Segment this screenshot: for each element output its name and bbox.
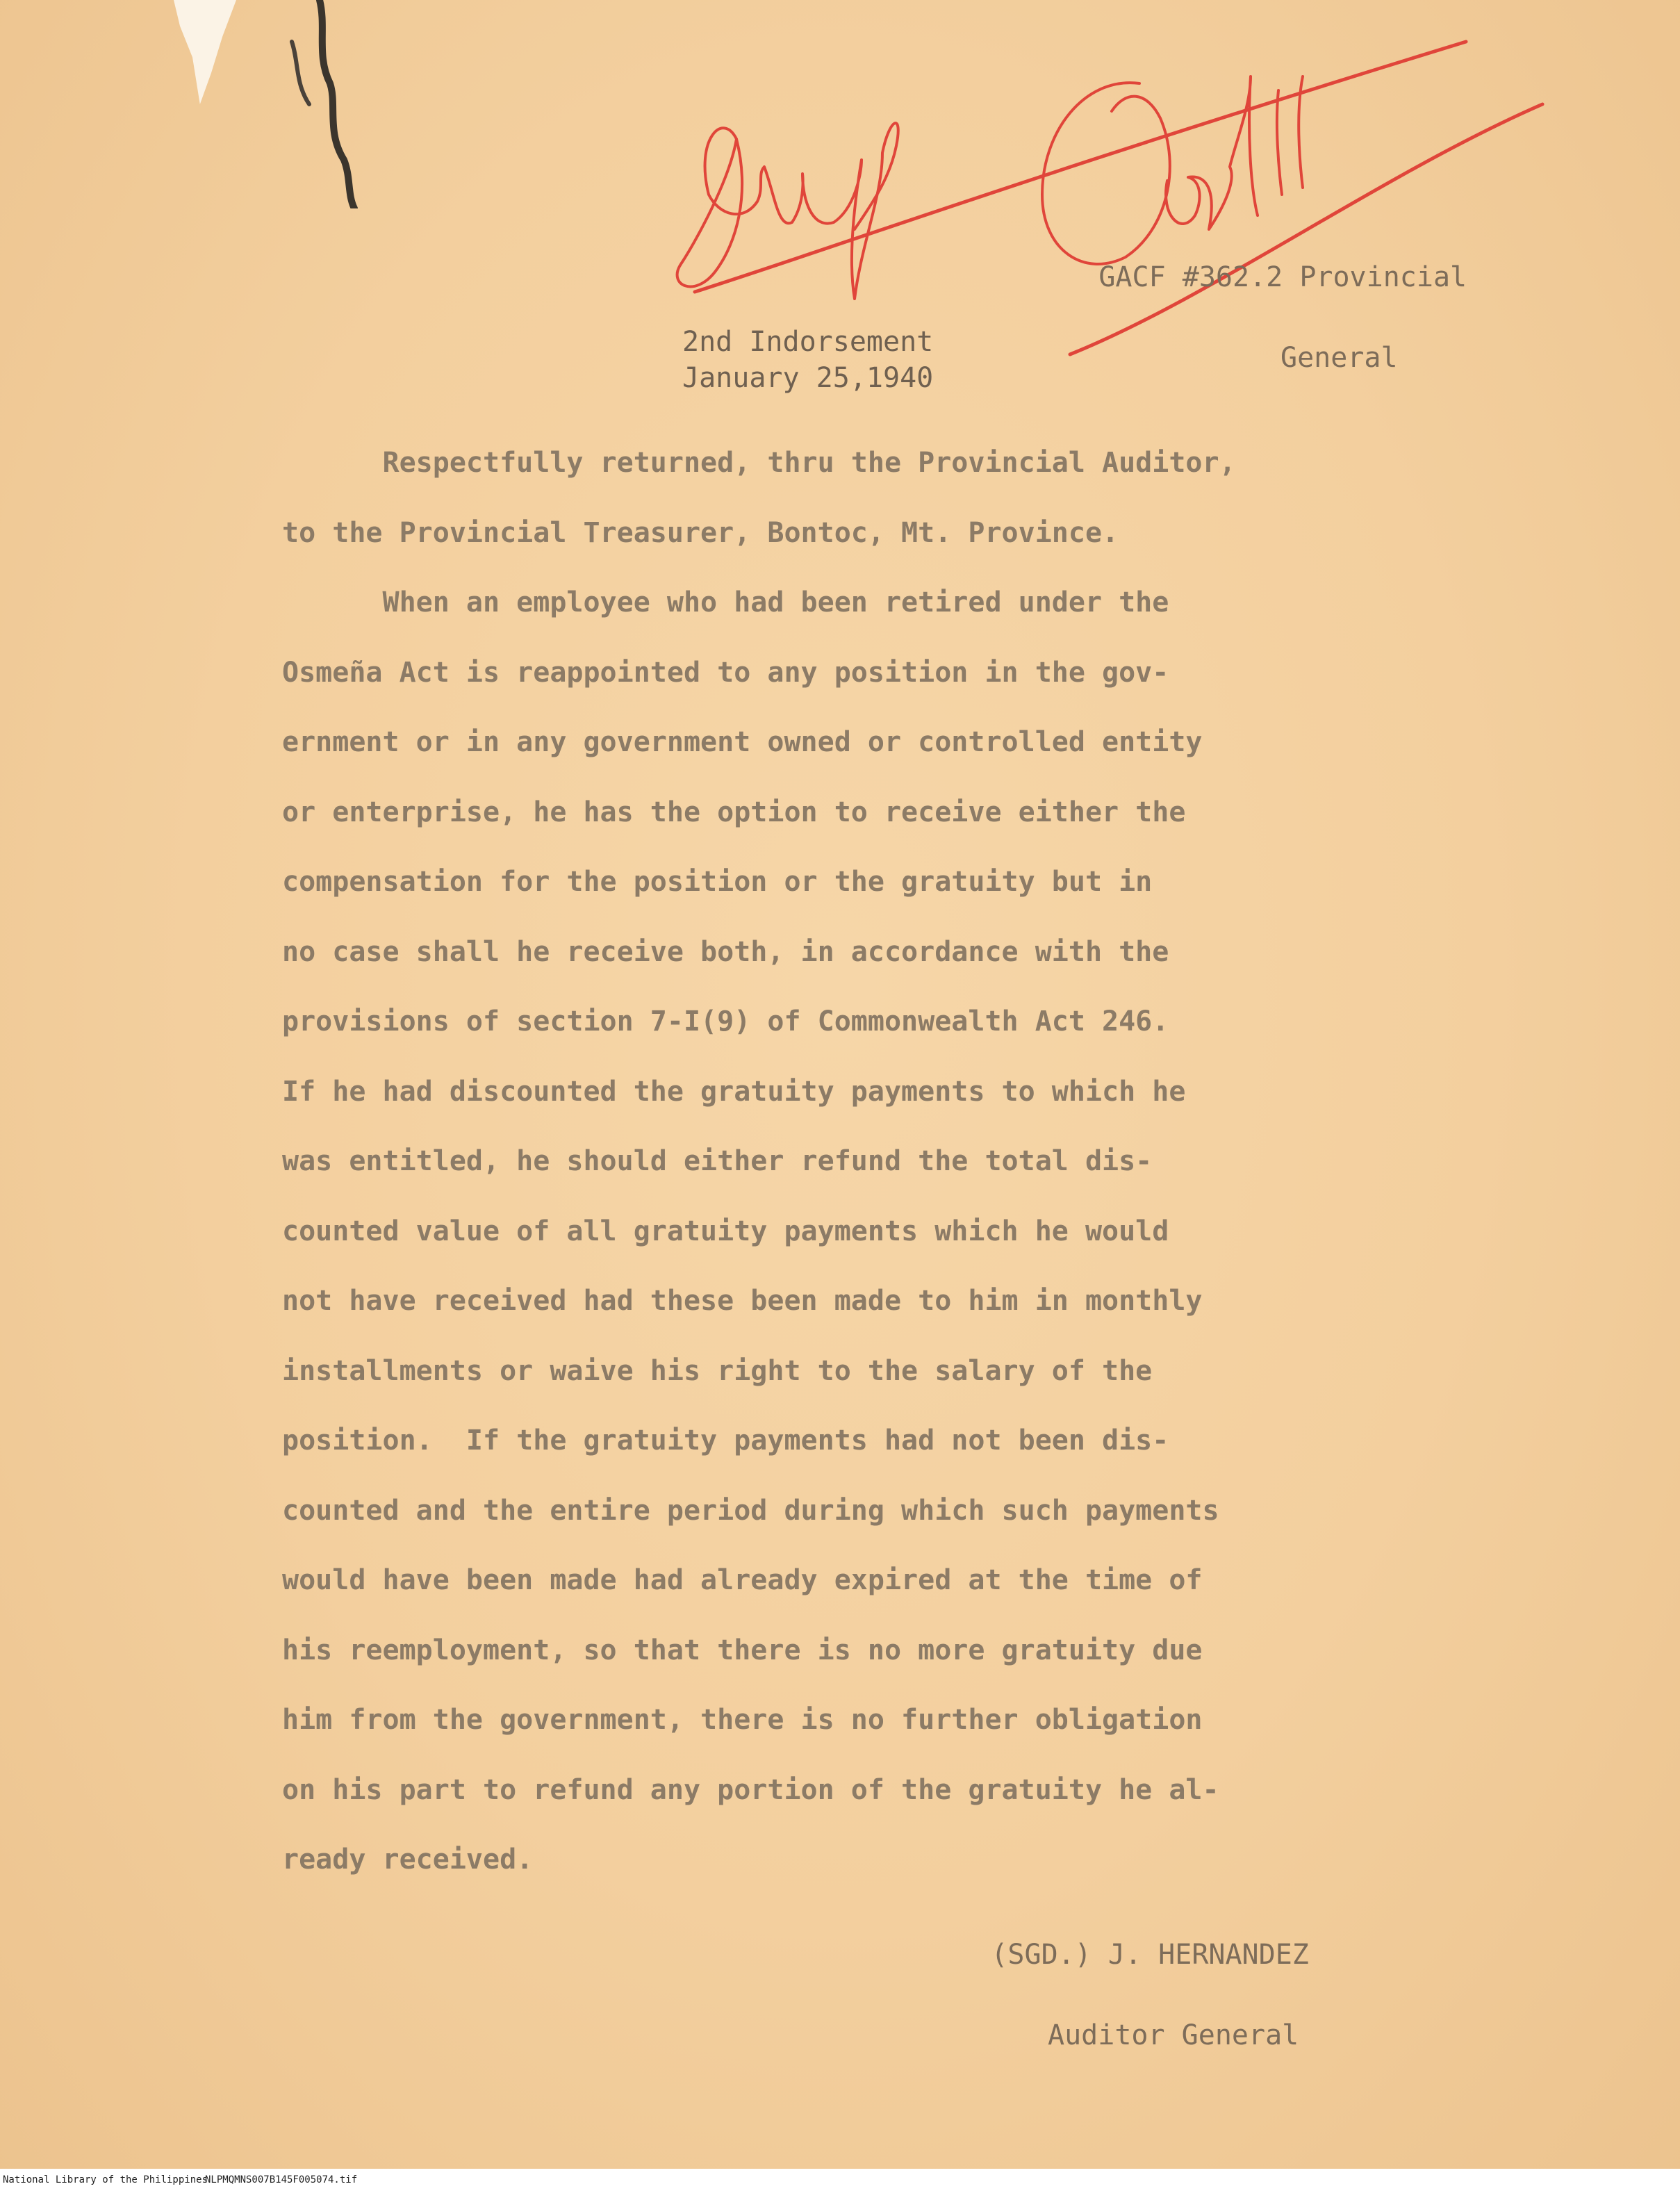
file-reference xyxy=(1032,217,1467,459)
body-line: him from the government, there is no further obligation xyxy=(282,1704,1203,1736)
body-line: on his part to refund any portion of the gratuity he al- xyxy=(282,1773,1219,1806)
file-reference-line1: GACF #362.2 Provincial xyxy=(1098,261,1467,293)
body-line: or enterprise, he has the option to receive either the xyxy=(282,796,1186,828)
body-line: If he had discounted the gratuity payments to which he xyxy=(282,1075,1186,1108)
body-line: position. If the gratuity payments had not been dis- xyxy=(282,1425,1169,1456)
footer-filename: NLPMQMNS007B145F005074.tif xyxy=(205,2174,358,2185)
footer-library: National Library of the Philippines xyxy=(3,2174,208,2185)
body-line: not have received had these been made to him in monthly xyxy=(282,1285,1203,1317)
body-line: was entitled, he should either refund the total dis- xyxy=(282,1145,1153,1177)
endorsement-title: 2nd Indorsement xyxy=(682,326,934,358)
body-line: ernment or in any government owned or controlled entity xyxy=(282,726,1203,758)
file-reference-line2: General xyxy=(1280,342,1398,374)
body-line: Osmeña Act is reappointed to any position in the gov- xyxy=(282,656,1169,689)
body-line: to the Provincial Treasurer, Bontoc, Mt. Province. xyxy=(282,516,1119,549)
scan-footer xyxy=(0,2169,1680,2191)
body-line: his reemployment, so that there is no more gratuity due xyxy=(282,1634,1203,1666)
signature-block xyxy=(924,1894,1309,2136)
handwritten-dup xyxy=(677,123,898,299)
body-line: When an employee who had been retired under the xyxy=(282,586,1169,618)
endorsement-body xyxy=(282,428,1463,1895)
body-line: compensation for the position or the gratuity but in xyxy=(282,866,1153,898)
body-line: provisions of section 7-I(9) of Commonwealth Act 246. xyxy=(282,1006,1169,1037)
signature-title: Auditor General xyxy=(1048,2019,1299,2051)
endorsement-header xyxy=(682,324,933,396)
ink-stain xyxy=(278,0,389,208)
body-line: ready received. xyxy=(282,1844,534,1876)
body-line: installments or waive his right to the salary of the xyxy=(282,1354,1153,1387)
body-line: would have been made had already expired at the time of xyxy=(282,1564,1203,1596)
endorsement-date: January 25,1940 xyxy=(682,362,934,394)
body-line: Respectfully returned, thru the Provincial Auditor, xyxy=(282,447,1236,479)
body-line: counted value of all gratuity payments which he would xyxy=(282,1215,1169,1247)
signature-name: (SGD.) J. HERNANDEZ xyxy=(991,1939,1309,1971)
body-line: counted and the entire period during which such payments xyxy=(282,1494,1219,1527)
body-line: no case shall he receive both, in accordance with the xyxy=(282,935,1169,968)
torn-corner xyxy=(174,0,236,104)
